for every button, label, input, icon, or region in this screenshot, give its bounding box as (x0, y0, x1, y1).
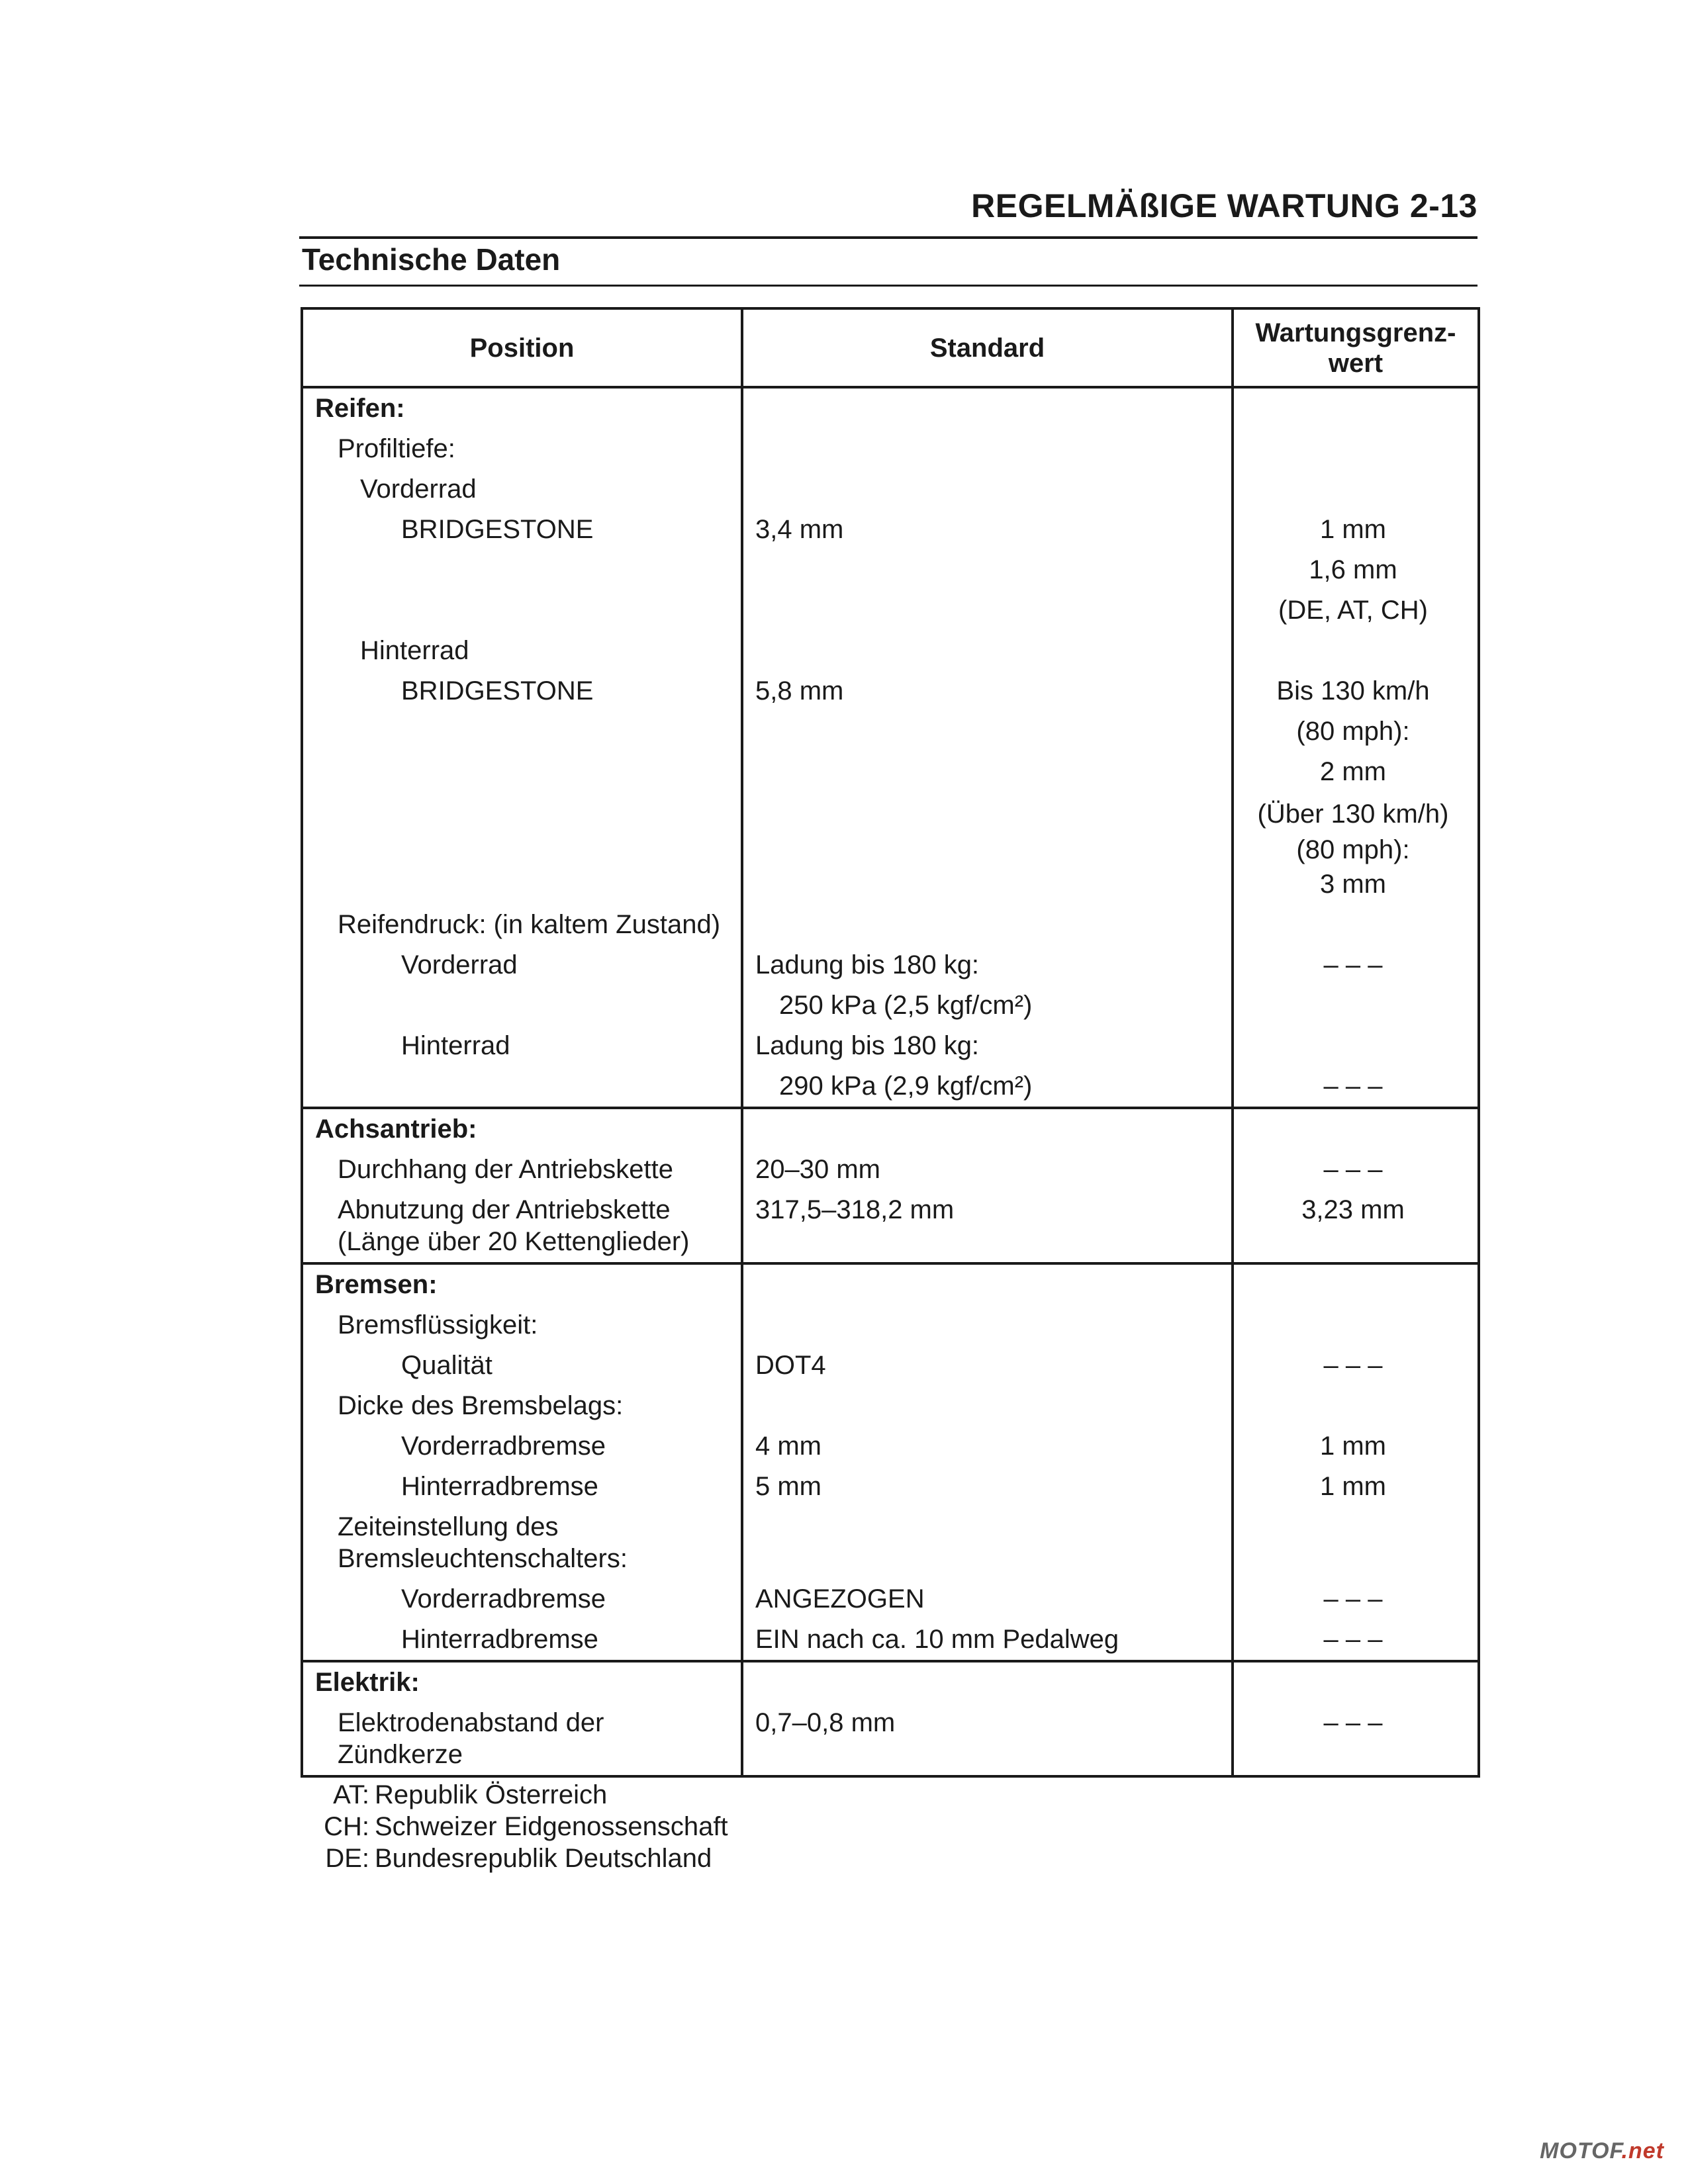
table-group-row (302, 1108, 1479, 1263)
position-text: Dicke des Bremsbelags: (338, 1391, 624, 1420)
standard-value (743, 1109, 1231, 1150)
page-title: REGELMÄßIGE WARTUNG 2-13 (971, 187, 1477, 224)
header-standard (742, 308, 1233, 387)
standard-value (743, 631, 1231, 671)
standard-value: 3,4 mm (755, 515, 844, 544)
standard-cell (742, 1661, 1233, 1776)
position-text: Elektrodenabstand der Zündkerze (338, 1708, 604, 1769)
position-text: Profiltiefe: (338, 434, 455, 463)
footnote-key: AT: (333, 1780, 369, 1809)
footnote-text: Bundesrepublik Deutschland (375, 1844, 712, 1873)
limit-value: – – – (1323, 1708, 1383, 1737)
limit-value: (80 mph): (1296, 717, 1410, 746)
standard-value: Ladung bis 180 kg: (755, 1031, 980, 1060)
position-text: BRIDGESTONE (401, 676, 594, 705)
header-text: Wartungsgrenz- (1255, 318, 1456, 347)
standard-value (743, 905, 1231, 945)
limit-cell (1233, 1263, 1479, 1661)
section-rule (299, 285, 1477, 287)
watermark-logo (1540, 2138, 1664, 2164)
position-text: Vorderrad (360, 475, 477, 504)
limit-value: 2 mm (1320, 757, 1386, 786)
watermark-suffix: .net (1621, 2138, 1664, 2163)
position-text (303, 711, 741, 752)
standard-value: ANGEZOGEN (755, 1584, 925, 1614)
standard-value (743, 864, 1231, 905)
standard-value: 290 kPa (2,9 kgf/cm²) (779, 1071, 1033, 1101)
position-text: Hinterrad (401, 1031, 510, 1060)
limit-value: 1 mm (1320, 515, 1386, 544)
position-text (303, 550, 741, 590)
limit-value (1234, 1305, 1477, 1345)
standard-value (743, 1265, 1231, 1305)
position-text (303, 752, 741, 792)
standard-value: EIN nach ca. 10 mm Pedalweg (755, 1625, 1119, 1654)
limit-value (1234, 1386, 1477, 1426)
footnote-key: DE: (325, 1844, 369, 1873)
position-text: Bremsen: (315, 1270, 438, 1299)
limit-value (1234, 905, 1477, 945)
limit-value: Bis 130 km/h (1276, 676, 1430, 705)
limit-cell (1233, 387, 1479, 1108)
position-text (303, 864, 741, 905)
position-text: Zeiteinstellung des Bremsleuchtenschalters: (338, 1512, 628, 1573)
limit-value: – – – (1323, 1351, 1383, 1380)
watermark-text: MOTOF (1540, 2138, 1622, 2163)
limit-value: (Über 130 km/h) (80 mph): (1257, 799, 1449, 864)
limit-value (1234, 469, 1477, 510)
limit-value: – – – (1323, 1625, 1383, 1654)
standard-value (743, 388, 1231, 429)
spec-table (301, 307, 1480, 1778)
limit-cell (1233, 1108, 1479, 1263)
standard-value (743, 1305, 1231, 1345)
section-title: Technische Daten (302, 242, 561, 277)
standard-value (743, 1507, 1231, 1579)
limit-cell (1233, 1661, 1479, 1776)
limit-value (1234, 985, 1477, 1026)
standard-value (743, 1662, 1231, 1703)
table-group-row (302, 1263, 1479, 1661)
footnote-text: Republik Österreich (375, 1780, 608, 1809)
limit-value: – – – (1323, 1155, 1383, 1184)
position-text: Reifendruck: (in kaltem Zustand) (338, 910, 721, 939)
position-text: Qualität (401, 1351, 492, 1380)
position-text: Vorderrad (401, 950, 518, 979)
standard-value: 20–30 mm (755, 1155, 880, 1184)
position-text: Elektrik: (315, 1668, 420, 1697)
standard-value: 0,7–0,8 mm (755, 1708, 896, 1737)
position-text: Vorderradbremse (401, 1584, 606, 1614)
position-text (303, 590, 741, 631)
position-cell (302, 1108, 742, 1263)
limit-value (1234, 1507, 1477, 1579)
limit-value: – – – (1323, 1071, 1383, 1101)
standard-value (743, 792, 1231, 864)
header-text: wert (1328, 348, 1383, 378)
table-group-row (302, 1661, 1479, 1776)
standard-value: DOT4 (755, 1351, 826, 1380)
position-text: Hinterradbremse (401, 1472, 598, 1501)
limit-value (1234, 429, 1477, 469)
limit-value: 1 mm (1320, 1432, 1386, 1461)
standard-value (743, 429, 1231, 469)
limit-value (1234, 388, 1477, 429)
limit-value (1234, 1662, 1477, 1703)
header-rule (299, 236, 1477, 239)
standard-value (743, 469, 1231, 510)
limit-value (1234, 1026, 1477, 1066)
standard-value: 5,8 mm (755, 676, 844, 705)
header-position (302, 308, 742, 387)
table-group-row (302, 387, 1479, 1108)
standard-value: Ladung bis 180 kg: (755, 950, 980, 979)
standard-value (743, 752, 1231, 792)
footnote-text: Schweizer Eidgenossenschaft (375, 1812, 728, 1841)
standard-cell (742, 1108, 1233, 1263)
table-body (302, 387, 1479, 1776)
limit-value: – – – (1323, 1584, 1383, 1614)
position-text: Bremsflüssigkeit: (338, 1310, 538, 1340)
footnote-item (311, 1811, 728, 1843)
standard-value (743, 590, 1231, 631)
position-text: BRIDGESTONE (401, 515, 594, 544)
standard-value: 317,5–318,2 mm (755, 1195, 955, 1224)
position-text: Durchhang der Antriebskette (338, 1155, 673, 1184)
position-text: Hinterrad (360, 636, 469, 665)
limit-value (1234, 1109, 1477, 1150)
limit-value (1234, 1265, 1477, 1305)
limit-value: 1,6 mm (1309, 555, 1397, 584)
position-text: Reifen: (315, 394, 405, 423)
position-text (303, 985, 741, 1026)
standard-value (743, 1386, 1231, 1426)
position-text: Achsantrieb: (315, 1115, 477, 1144)
limit-value: 1 mm (1320, 1472, 1386, 1501)
footnotes (311, 1779, 728, 1874)
standard-cell (742, 387, 1233, 1108)
table-header-row (302, 308, 1479, 387)
limit-value (1234, 631, 1477, 671)
standard-value: 4 mm (755, 1432, 821, 1461)
footnote-item (311, 1843, 728, 1874)
standard-value: 250 kPa (2,5 kgf/cm²) (779, 991, 1033, 1020)
limit-value: (DE, AT, CH) (1278, 596, 1428, 625)
header-text: Position (469, 333, 575, 363)
limit-value: 3 mm (1320, 870, 1386, 899)
standard-cell (742, 1263, 1233, 1661)
standard-value (743, 711, 1231, 752)
position-cell (302, 1661, 742, 1776)
position-text: Vorderradbremse (401, 1432, 606, 1461)
position-text: Hinterradbremse (401, 1625, 598, 1654)
header-text: Standard (929, 333, 1045, 363)
position-text (303, 792, 741, 864)
footnote-key: CH: (324, 1812, 369, 1841)
limit-value: – – – (1323, 950, 1383, 979)
position-cell (302, 387, 742, 1108)
header-limit (1233, 308, 1479, 387)
position-cell (302, 1263, 742, 1661)
limit-value: 3,23 mm (1301, 1195, 1405, 1224)
standard-value (743, 550, 1231, 590)
standard-value: 5 mm (755, 1472, 821, 1501)
position-text (303, 1066, 741, 1107)
position-text: Abnutzung der Antriebskette (Länge über 20 Kettenglieder) (338, 1195, 690, 1256)
footnote-item (311, 1779, 728, 1811)
